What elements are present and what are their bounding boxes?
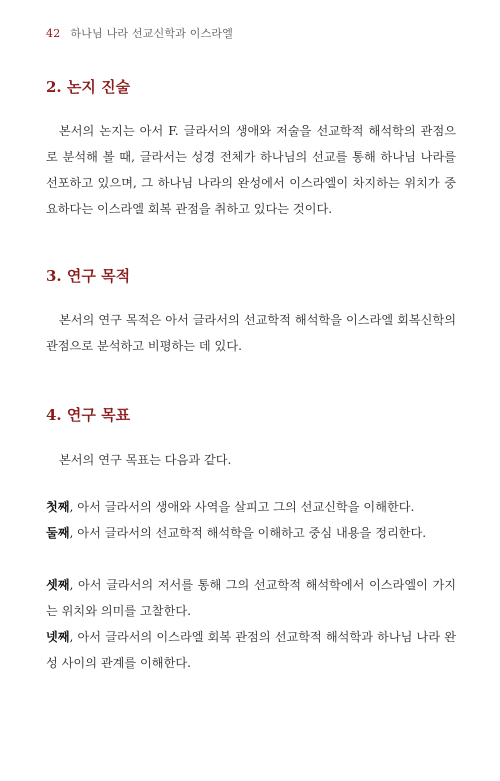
goal-text: , 아서 글라서의 생애와 사역을 살피고 그의 선교신학을 이해한다. — [69, 500, 415, 514]
goal-ordinal: 셋째 — [46, 578, 70, 592]
goal-text: , 아서 글라서의 저서를 통해 그의 선교학적 해석학에서 이스라엘이 가지는 위치와 의미를 고찰한다. — [46, 578, 456, 618]
goal-item-3 — [46, 572, 456, 624]
page-number: 42 — [46, 27, 61, 40]
running-head — [46, 25, 233, 41]
thesis-paragraph: 본서의 논지는 아서 F. 글라서의 생애와 저술을 선교학적 해석학의 관점으로 분석해 볼 때, 글라서는 성경 전체가 하나님의 선교를 통해 하나님 나라를 선포하고 있으며, 그 하나님 나라의 완성에서 이스라엘이 차지하는 위치가 중요하다는 이스라엘 회복 관점을 취하고 있다는 것이다. — [46, 124, 456, 216]
goals-intro: 본서의 연구 목표는 다음과 같다. — [59, 453, 232, 467]
section-heading-purpose: 3. 연구 목적 — [46, 267, 131, 285]
goal-item-1 — [46, 494, 456, 520]
section-heading-thesis: 2. 논지 진술 — [46, 78, 131, 96]
goal-ordinal: 첫째 — [46, 500, 70, 514]
purpose-paragraph: 본서의 연구 목적은 아서 글라서의 선교학적 해석학을 이스라엘 회복신학의 관점으로 분석하고 비평하는 데 있다. — [46, 313, 456, 353]
goal-ordinal: 넷째 — [46, 630, 70, 644]
goal-text: , 아서 글라서의 선교학적 해석학을 이해하고 중심 내용을 정리한다. — [69, 526, 427, 540]
section-heading-goals: 4. 연구 목표 — [46, 406, 131, 424]
goal-text: , 아서 글라서의 이스라엘 회복 관점의 선교학적 해석학과 하나님 나라 완성 사이의 관계를 이해한다. — [46, 630, 456, 670]
book-title: 하나님 나라 선교신학과 이스라엘 — [70, 27, 234, 40]
goal-ordinal: 둘째 — [46, 526, 70, 540]
goal-item-4 — [46, 624, 456, 676]
goal-item-2 — [46, 520, 456, 546]
